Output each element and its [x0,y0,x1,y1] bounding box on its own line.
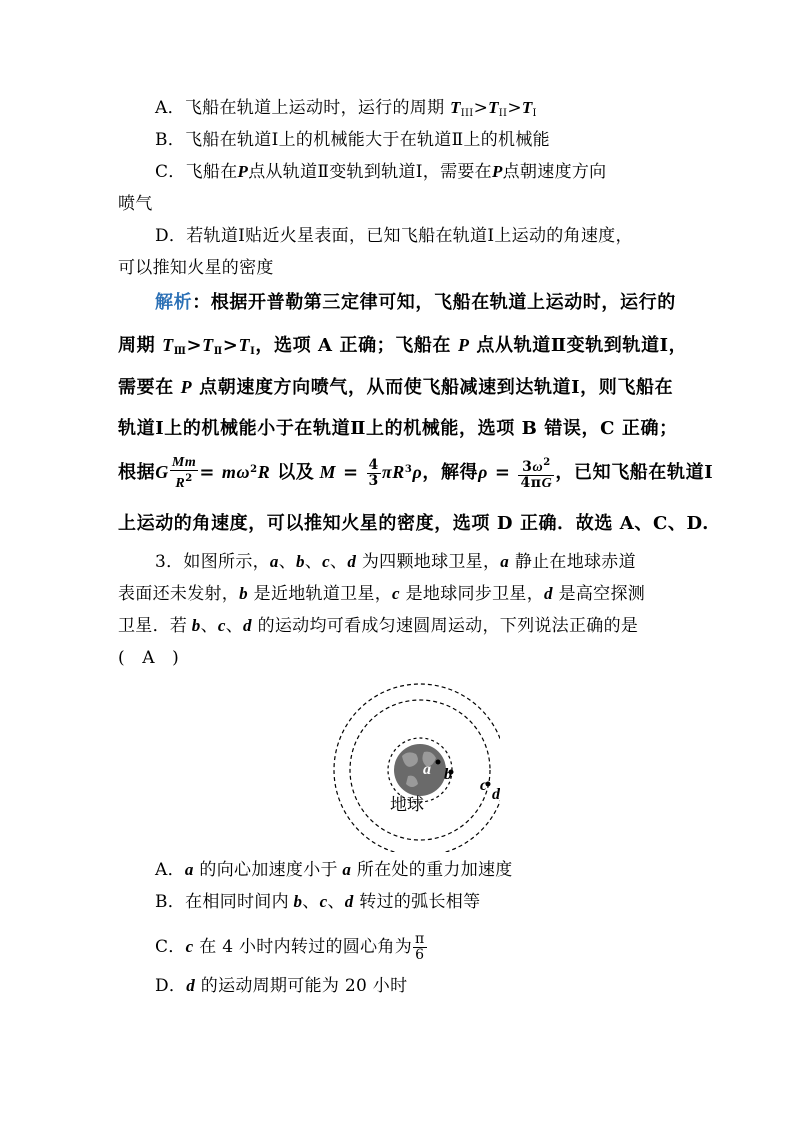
q3-option-b: B．在相同时间内 b、c、d 转过的弧长相等 [155,892,481,912]
q3-option-a: A．a 的向心加速度小于 a 所在处的重力加速度 [155,860,513,880]
q2-option-a: A．飞船在轨道上运动时，运行的周期 $T_{III}>T_{II}>T_I$ [155,98,537,119]
analysis-line-3: 需要在 P 点朝速度方向喷气，从而使飞船减速到达轨道Ⅰ，则飞船在 [118,377,674,398]
orbit-diagram [320,672,500,852]
satellite-a-dot [436,760,441,765]
q2-option-c-cont: 喷气 [118,194,153,214]
q3-stem-line-3: 卫星．若 b、c、d 的运动均可看成匀速圆周运动，下列说法正确的是 [118,616,639,636]
q3-option-c: C．c 在 4 小时内转过的圆心角为 $\frac{\pi}{6}$ [155,931,425,963]
earth [394,744,446,796]
earth-label: 地球 [390,795,424,815]
formula-gravity-fraction: $\frac{Mm}{R^2}$ [171,455,197,491]
q2-option-c: C．飞船在P点从轨道Ⅱ变轨到轨道Ⅰ，需要在P点朝速度方向 [155,162,607,182]
label-c: c [480,777,488,794]
angle-fraction: $\frac{\pi}{6}$ [415,931,425,963]
analysis-line-4: 轨道Ⅰ上的机械能小于在轨道Ⅱ上的机械能，选项 B 错误，C 正确； [118,418,678,439]
q2-option-d-cont: 可以推知火星的密度 [118,258,274,278]
q3-answer: ( A ) [118,648,180,668]
analysis-line-1: 解析：根据开普勒第三定律可知，飞船在轨道上运动时，运行的 [155,292,676,313]
analysis-line-6: 上运动的角速度，可以推知火星的密度，选项 D 正确．故选 A、C、D. [118,513,709,534]
q3-option-d: D．d 的运动周期可能为 20 小时 [155,976,408,996]
q3-stem-line-2: 表面还未发射，b 是近地轨道卫星，c 是地球同步卫星，d 是高空探测 [118,584,646,604]
formula-volume-fraction: $\frac{4}{3}$ [368,456,379,489]
label-d: d [492,786,500,803]
formula-density-fraction: $\frac{3\omega^2}{4\pi G}$ [520,457,553,491]
q2-option-d: D．若轨道Ⅰ贴近火星表面，已知飞船在轨道Ⅰ上运动的角速度， [155,226,633,246]
analysis-label: 解析 [155,292,193,313]
label-b: b [444,766,452,783]
q2-option-b: B．飞船在轨道Ⅰ上的机械能大于在轨道Ⅱ上的机械能 [155,130,550,150]
analysis-line-5: 根据G $\frac{Mm}{R^2}$ = $m\omega^2R$ 以及 M = $\frac{4}{3}$ $\pi R^3\rho$，解得ρ = $\frac{3\omega^2}{4\pi G}$ ，已知飞船在轨道Ⅰ [118,455,714,491]
label-a: a [423,761,431,778]
q3-stem-line-1: 3．如图所示，a、b、c、d 为四颗地球卫星，a 静止在地球赤道 [155,552,636,572]
analysis-line-2: 周期 $T_Ⅲ>T_Ⅱ>T_Ⅰ$，选项 A 正确；飞船在 P 点从轨道Ⅱ变轨到轨道Ⅰ， [118,335,688,357]
